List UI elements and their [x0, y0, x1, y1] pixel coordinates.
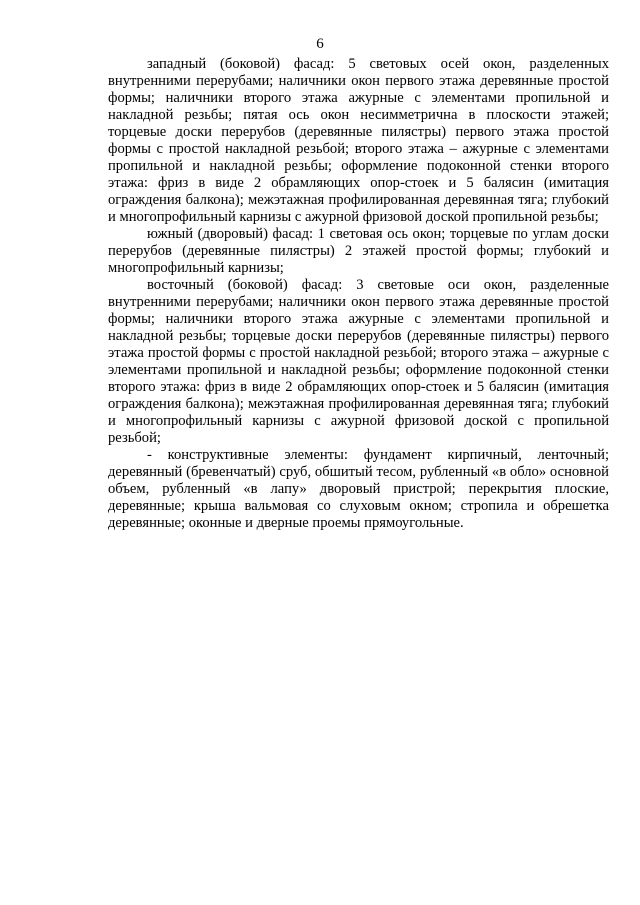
- document-body: [108, 56, 609, 532]
- paragraph-structural-elements: - конструктивные элементы: фундамент кирпичный, ленточный; деревянный (бревенчатый) сруб, обшитый тесом, рубленный «в обло» основной объем, рубленный «в лапу» дворовый пристрой; перекрытия плоские, деревянные; крыша вальмовая со слуховым окном; стропила и обрешетка деревянные; оконные и дверные проемы прямоугольные.: [108, 447, 609, 531]
- paragraph-east-facade: восточный (боковой) фасад: 3 световые оси окон, разделенные внутренними перерубами; наличники окон первого этажа деревянные простой формы; наличники второго этажа ажурные с элементами пропильной и накладной резьбы; торцевые доски перерубов (деревянные пилястры) первого этажа простой формы с простой накладной резьбой; второго этажа – ажурные с элементами пропильной и накладной резьбы; оформление подоконной стенки второго этажа: фриз в виде 2 обрамляющих опор-стоек и 5 балясин (имитация ограждения балкона); межэтажная профилированная деревянная тяга; глубокий и многопрофильный карнизы с ажурной фризовой доской с пропильной резьбой;: [108, 277, 609, 446]
- paragraph-south-facade: южный (дворовый) фасад: 1 световая ось окон; торцевые по углам доски перерубов (деревянные пилястры) 2 этажей простой формы; глубокий и многопрофильный карнизы;: [108, 226, 609, 276]
- paragraph-west-facade: западный (боковой) фасад: 5 световых осей окон, разделенных внутренними перерубами; наличники окон первого этажа деревянные простой формы; наличники второго этажа ажурные с элементами пропильной и накладной резьбы; пятая ось окон несимметрична в плоскости этажей; торцевые доски перерубов (деревянные пилястры) первого этажа простой формы с простой накладной резьбой; второго этажа – ажурные с элементами пропильной и накладной резьбы; оформление подоконной стенки второго этажа: фриз в виде 2 обрамляющих опор-стоек и 5 балясин (имитация ограждения балкона); межэтажная профилированная деревянная тяга; глубокий и многопрофильный карнизы с ажурной фризовой доской пропильной резьбы;: [108, 56, 609, 225]
- page-number: 6: [316, 36, 324, 52]
